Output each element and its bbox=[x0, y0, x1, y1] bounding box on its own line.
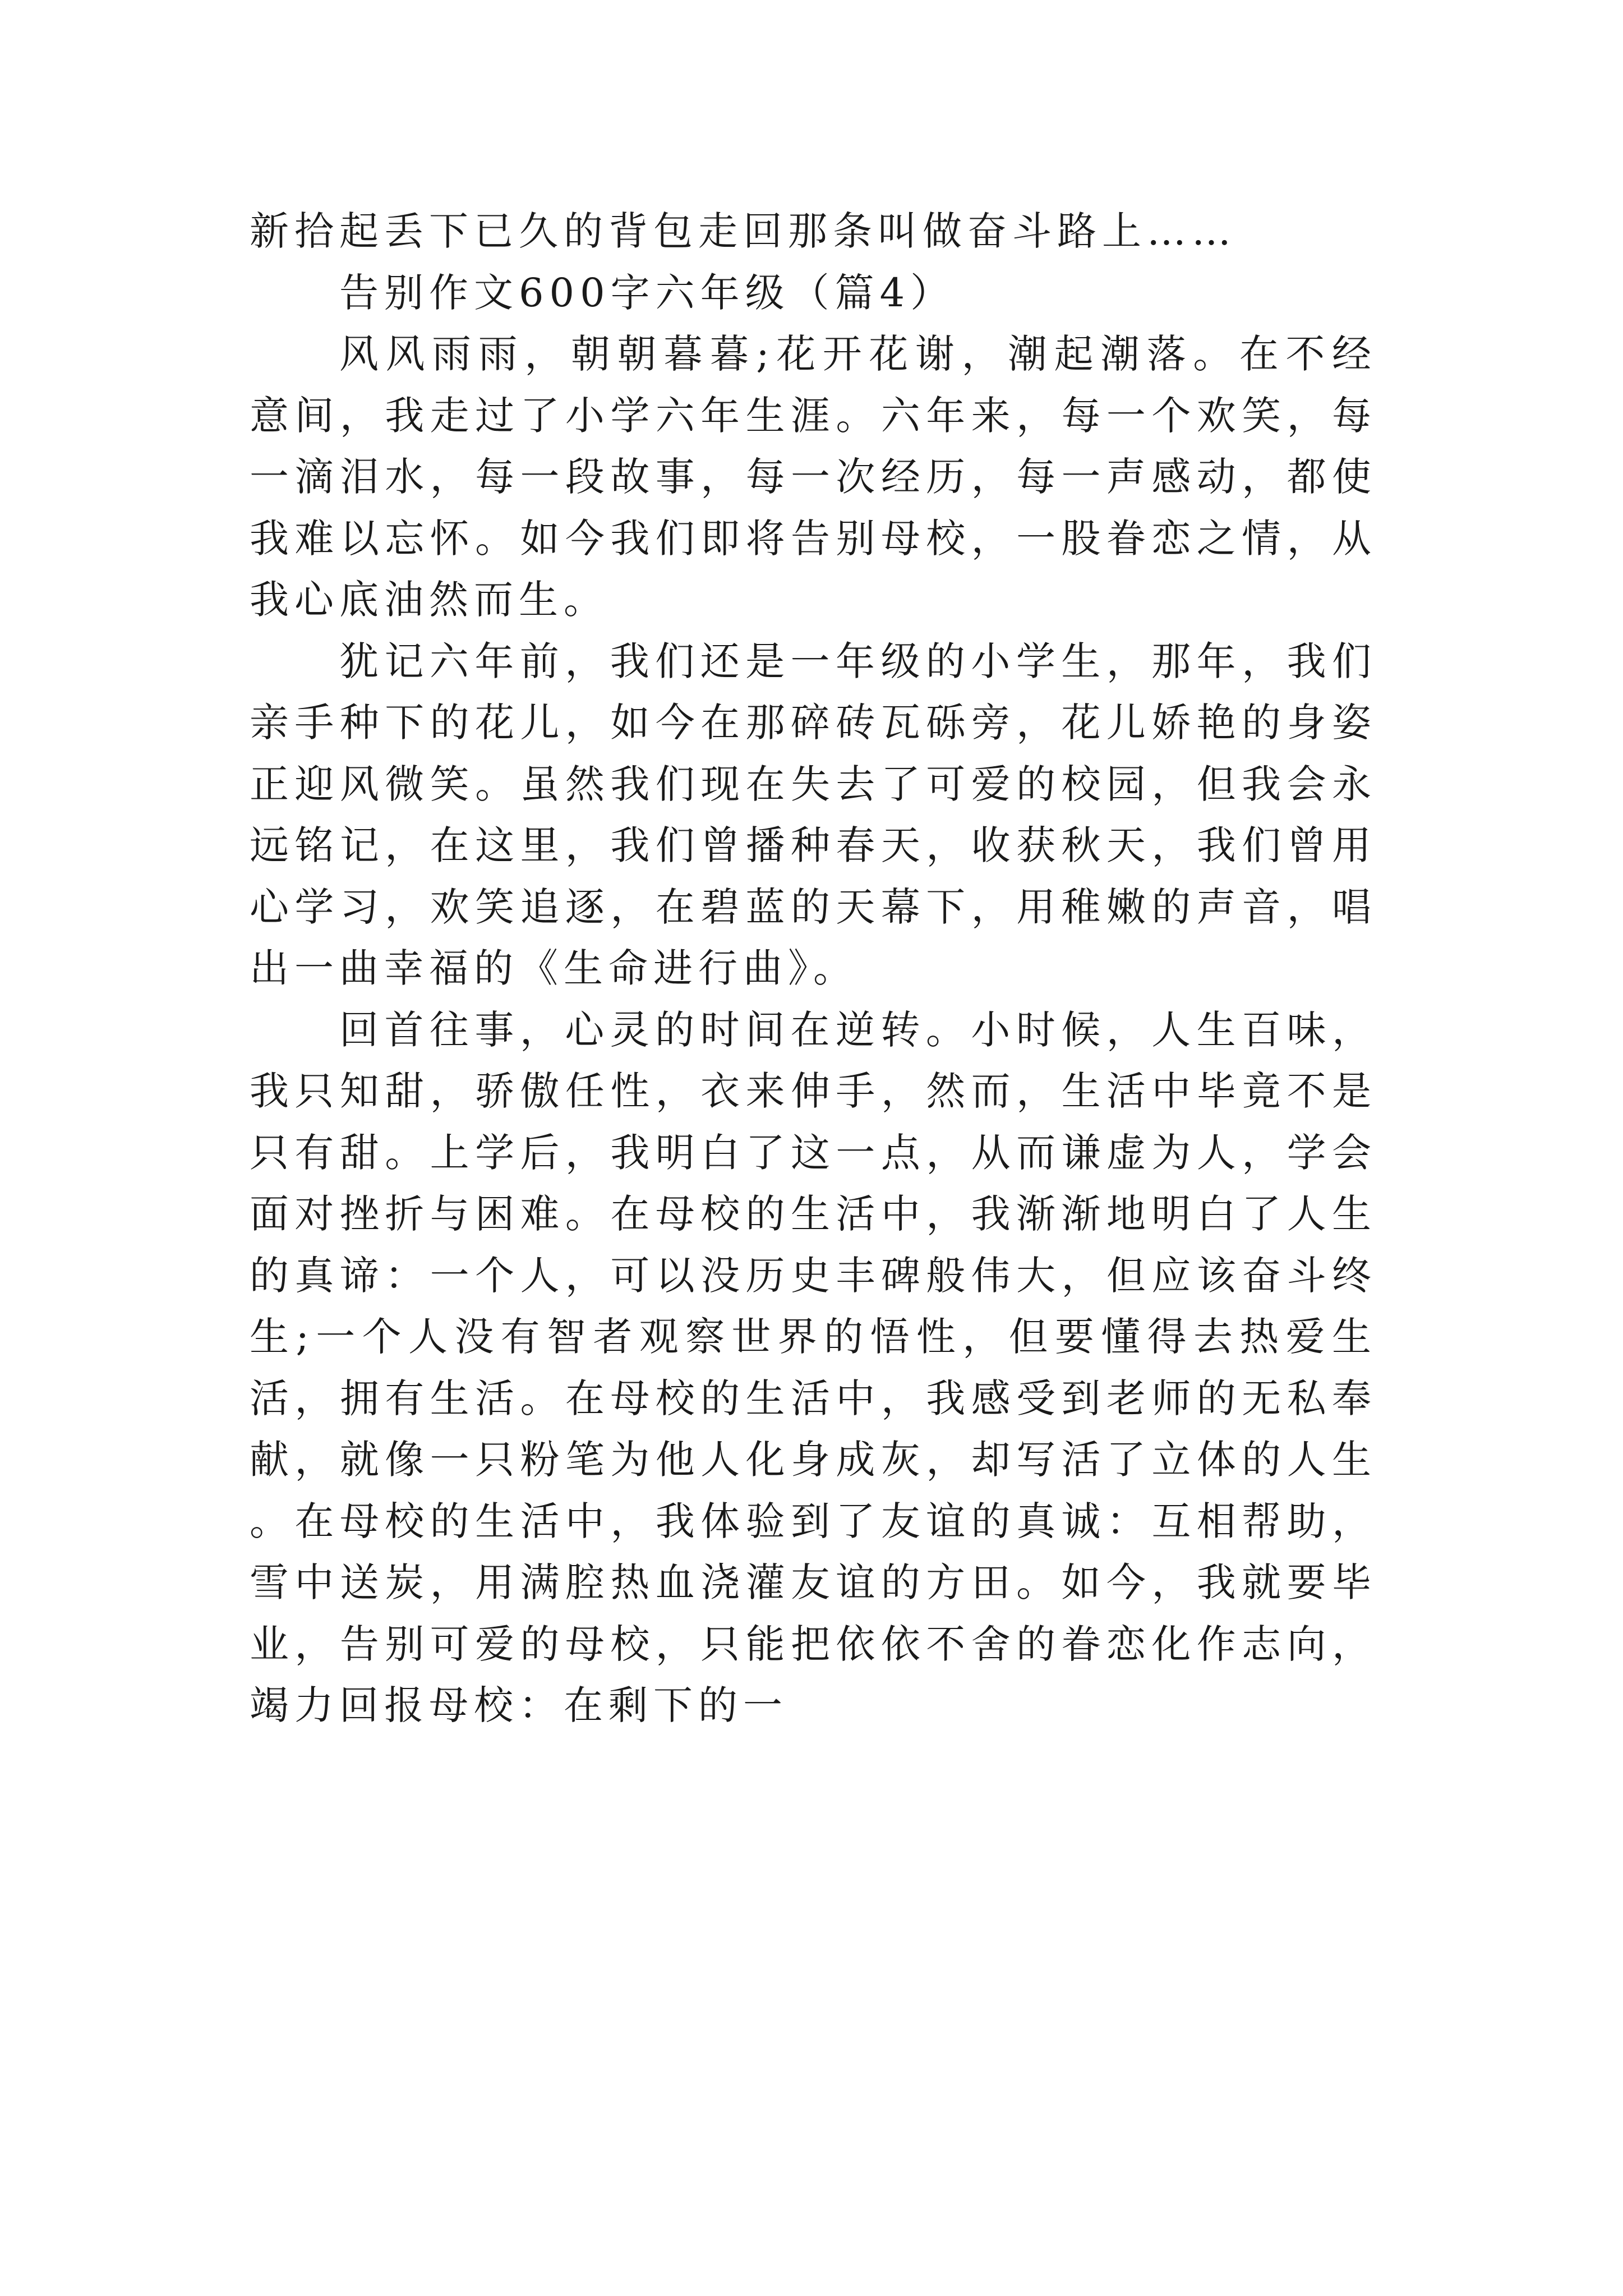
paragraph: 回首往事，心灵的时间在逆转。小时候，人生百味，我只知甜，骄傲任性，衣来伸手，然而，生活中毕竟不是只有甜。上学后，我明白了这一点，从而谦虚为人，学会面对挫折与困难。在母校的生活中，我渐渐地明白了人生的真谛：一个人，可以没历史丰碑般伟大，但应该奋斗终生;一个人没有智者观察世界的悟性，但要懂得去热爱生活，拥有生活。在母校的生活中，我感受到老师的无私奉献，就像一只粉笔为他人化身成灰，却写活了立体的人生。在母校的生活中，我体验到了友谊的真诚：互相帮助，雪中送炭，用满腔热血浇灌友谊的方田。如今，我就要毕业，告别可爱的母校，只能把依依不舍的眷恋化作志向，竭力回报母校：在剩下的一 bbox=[250, 1006, 1377, 1728]
essay-body bbox=[250, 201, 1377, 1737]
paragraph: 风风雨雨，朝朝暮暮;花开花谢，潮起潮落。在不经意间，我走过了小学六年生涯。六年来，每一个欢笑，每一滴泪水，每一段故事，每一次经历，每一声感动，都使我难以忘怀。如今我们即将告别母校，一股眷恋之情，从我心底油然而生。 bbox=[250, 331, 1377, 623]
essay-heading: 告别作文600字六年级（篇4） bbox=[339, 269, 956, 316]
paragraph: 犹记六年前，我们还是一年级的小学生，那年，我们亲手种下的花儿，如今在那碎砖瓦砾旁，花儿娇艳的身姿正迎风微笑。虽然我们现在失去了可爱的校园，但我会永远铭记，在这里，我们曾播种春天，收获秋天，我们曾用心学习，欢笑追逐，在碧蓝的天幕下，用稚嫩的声音，唱出一曲幸福的《生命进行曲》。 bbox=[250, 638, 1377, 991]
continuation-line: 新拾起丢下已久的背包走回那条叫做奋斗路上…… bbox=[250, 208, 1237, 254]
